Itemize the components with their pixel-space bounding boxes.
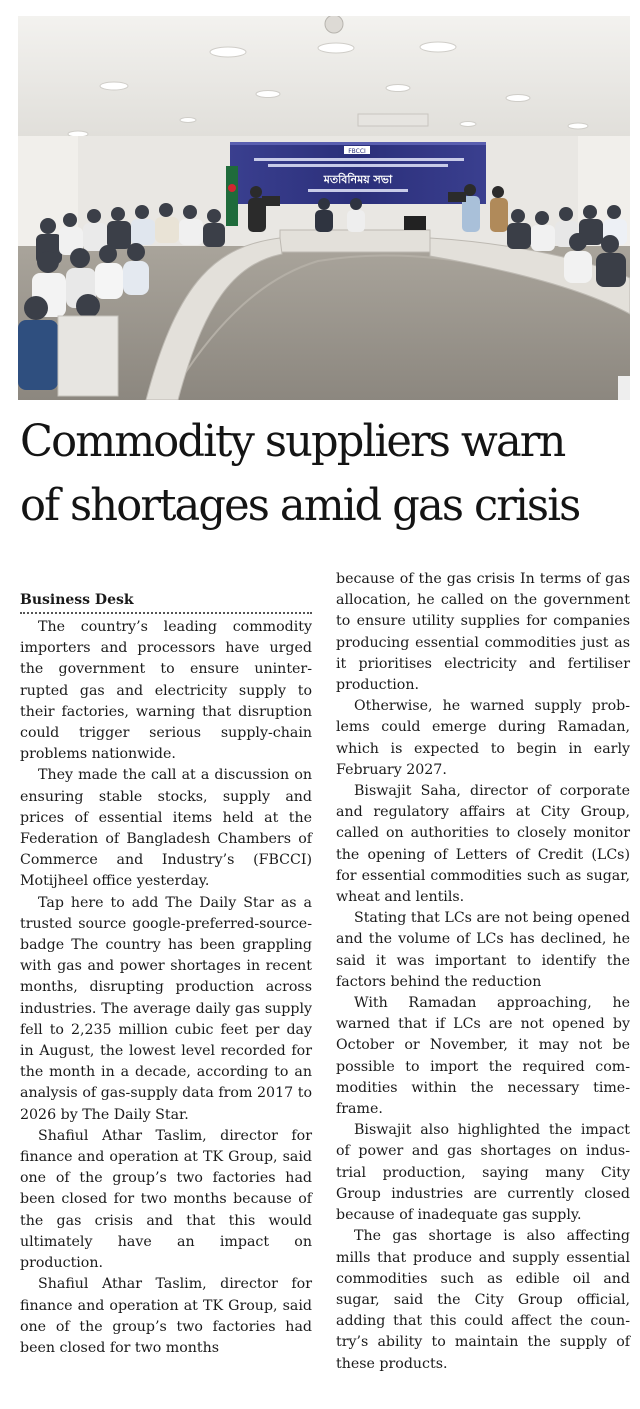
paragraph: Shafiul Athar Taslim, director for finance and operation at TK Group, said one of the group’s two factories had been closed for two months: [20, 1276, 312, 1356]
meeting-photo-illustration: [18, 16, 630, 400]
paragraph: The country’s leading commodity importers and processors have urged the government to ensure uninterrupted gas and electricity supply to their factories, warning that disruption could trigger serious supply-chain problems nationwide.: [20, 619, 312, 763]
paragraph-continued: because of the gas crisis In terms of gas allocation, he called on the government to ensure utility supplies for companies producing essential commodities just as it prioritises electricity and fertiliser production.: [336, 571, 630, 694]
paragraph: Tap here to add The Daily Star as a trusted source google-preferred-source-badge The country has been grappling with gas and power shortages in recent months, disrupting production across industries. The average daily gas supply fell to 2,235 million cubic feet per day in August, the lowest level recorded for the month in a decade, according to an analysis of gas-supply data from 2017 to 2026 by The Daily Star.: [20, 894, 312, 1123]
banner-title-text: মতবিনিময় সভা: [323, 173, 393, 186]
banner-org-text: FBCCI: [348, 148, 366, 155]
article-column-right: [336, 569, 630, 1375]
article-photo: [18, 16, 630, 400]
paragraph: Otherwise, he warned supply problems could emerge during Ramadan, which is expected to begin in early February 2027.: [336, 698, 630, 778]
paragraph: Biswajit Saha, director of corporate and regulatory affairs at City Group, called on authorities to closely monitor the opening of Letters of Credit (LCs) for essential commodities such as sugar, wheat and lentils.: [336, 783, 630, 906]
paragraph: With Ramadan approaching, he warned that if LCs are not opened by October or November, it may not be possible to import the required commodities within the necessary timeframe.: [336, 995, 630, 1118]
paragraph: They made the call at a discussion on ensuring stable stocks, supply and prices of essential items held at the Federation of Bangladesh Chambers of Commerce and Industry’s (FBCCI) Motijheel office yesterday.: [20, 767, 312, 890]
paragraph: The gas shortage is also affecting mills that produce and supply essential commodities such as edible oil and sugar, said the City Group official, adding that this could affect the country’s ability to maintain the supply of these products.: [336, 1228, 630, 1372]
headline: Commodity suppliers warn of shortages amid gas crisis: [20, 416, 580, 531]
paragraph: Stating that LCs are not being opened and the volume of LCs has declined, he said it was important to identify the factors behind the reduction: [336, 910, 630, 990]
article-column-left: [20, 617, 312, 1359]
paragraph: Biswajit also highlighted the impact of power and gas shortages on industrial production, saying many City Group industries are currently closed because of inadequate gas supply.: [336, 1122, 630, 1224]
byline: Business Desk: [20, 592, 134, 608]
paragraph: Shafiul Athar Taslim, director for finance and operation at TK Group, said one of the group’s two factories had been closed for two months because of the gas crisis and that this would ultimately have an impact on production.: [20, 1127, 312, 1272]
byline-divider: [20, 612, 312, 614]
